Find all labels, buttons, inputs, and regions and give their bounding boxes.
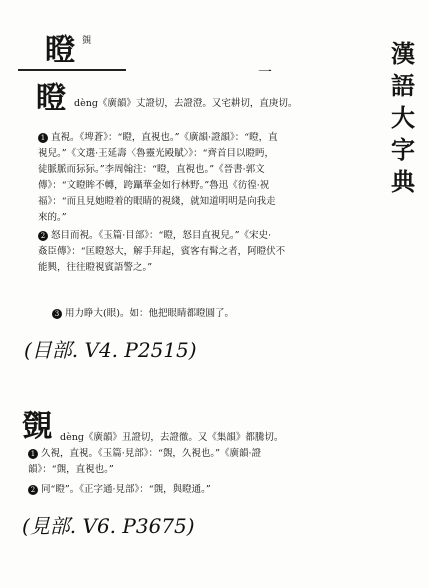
title-char-2: 語 bbox=[391, 71, 415, 100]
entry1-head-character: 瞪 bbox=[36, 81, 66, 116]
entry2-sense1 bbox=[28, 446, 368, 478]
entry2-sense1-line2: 韻》：“覴，直視也。” bbox=[28, 464, 114, 475]
entry1-sense1-line5: 福》：“而且見她瞪着的眼睛的視綫，就知道明明是向我走 bbox=[38, 196, 276, 207]
entry1-handwritten-note: (目部. V4. P2515) bbox=[24, 338, 197, 362]
top-head-character: 瞪 bbox=[45, 33, 75, 68]
entry1-sense2-line3: 能興，往往瞪視賓語警之。” bbox=[38, 262, 153, 273]
sense-number-badge: 3 bbox=[52, 309, 62, 319]
entry1-sense1-line3: 徒脈脈而狋狋。”李周翰注：“瞪，直視也。”《晉書·郭文 bbox=[38, 164, 265, 175]
title-char-1: 漢 bbox=[391, 39, 415, 68]
entry1-sense3-line1: 用力睁大(眼)。如：他把眼睛都瞪圓了。 bbox=[65, 308, 234, 319]
entry2-sense2 bbox=[28, 482, 368, 498]
entry2-handwritten-note: (見部. V6. P3675) bbox=[22, 514, 195, 538]
entry1-sense1-line6: 來的。” bbox=[38, 212, 67, 223]
title-char-4: 字 bbox=[391, 135, 415, 164]
entry2-sense2-line1: 同“瞪”。《正字通·見部》：“覴，與瞪通。” bbox=[41, 484, 211, 495]
dictionary-title-vertical bbox=[388, 38, 418, 198]
title-char-5: 典 bbox=[391, 167, 415, 196]
sense-number-badge: 2 bbox=[38, 231, 48, 241]
sense-number-badge: 2 bbox=[28, 485, 38, 495]
entry1-sense1-line1: 直視。《埤蒼》：“瞪，直視也。”《廣韻·證韻》：“瞪，直 bbox=[51, 132, 278, 143]
sense-number-badge: 1 bbox=[38, 133, 48, 143]
entry1-pronunciation: dèng《廣韻》丈證切，去證澄。又宅耕切，直庚切。 bbox=[74, 98, 298, 109]
entry1-sense3 bbox=[52, 306, 372, 322]
entry2-pronunciation: dèng《廣韻》丑證切，去證徹。又《集韻》都騰切。 bbox=[60, 432, 284, 443]
top-side-note: 覴 bbox=[82, 36, 92, 46]
entry1-sense1-line4: 傳》：“文瞪眸不轉，跨躡華金如行林野。”魯迅《彷徨·祝 bbox=[38, 180, 270, 191]
entry1-sense1 bbox=[38, 130, 378, 226]
top-dash: 一 bbox=[258, 65, 272, 81]
entry2-head-character: 覴 bbox=[22, 409, 52, 444]
entry2-sense1-line1: 久視，直視。《玉篇·見部》：“覴，久視也。”《廣韻·證 bbox=[41, 448, 262, 459]
title-char-3: 大 bbox=[391, 103, 415, 132]
entry1-sense2-line2: 姦臣傳》：“匡瞪怒大，解手拜起，賓客有髯之者，阿瞪伏不 bbox=[38, 246, 286, 257]
entry1-sense2-line1: 怒目而視。《玉篇·目部》：“瞪，怒目直視兒。”《宋史· bbox=[51, 230, 272, 241]
top-rule-left bbox=[18, 69, 126, 71]
sense-number-badge: 1 bbox=[28, 449, 38, 459]
entry1-sense2 bbox=[38, 228, 378, 276]
entry1-sense1-line2: 視兒。”《文選·王延壽〈魯靈光殿賦〉》：“齊首目以瞪眄， bbox=[38, 148, 274, 159]
